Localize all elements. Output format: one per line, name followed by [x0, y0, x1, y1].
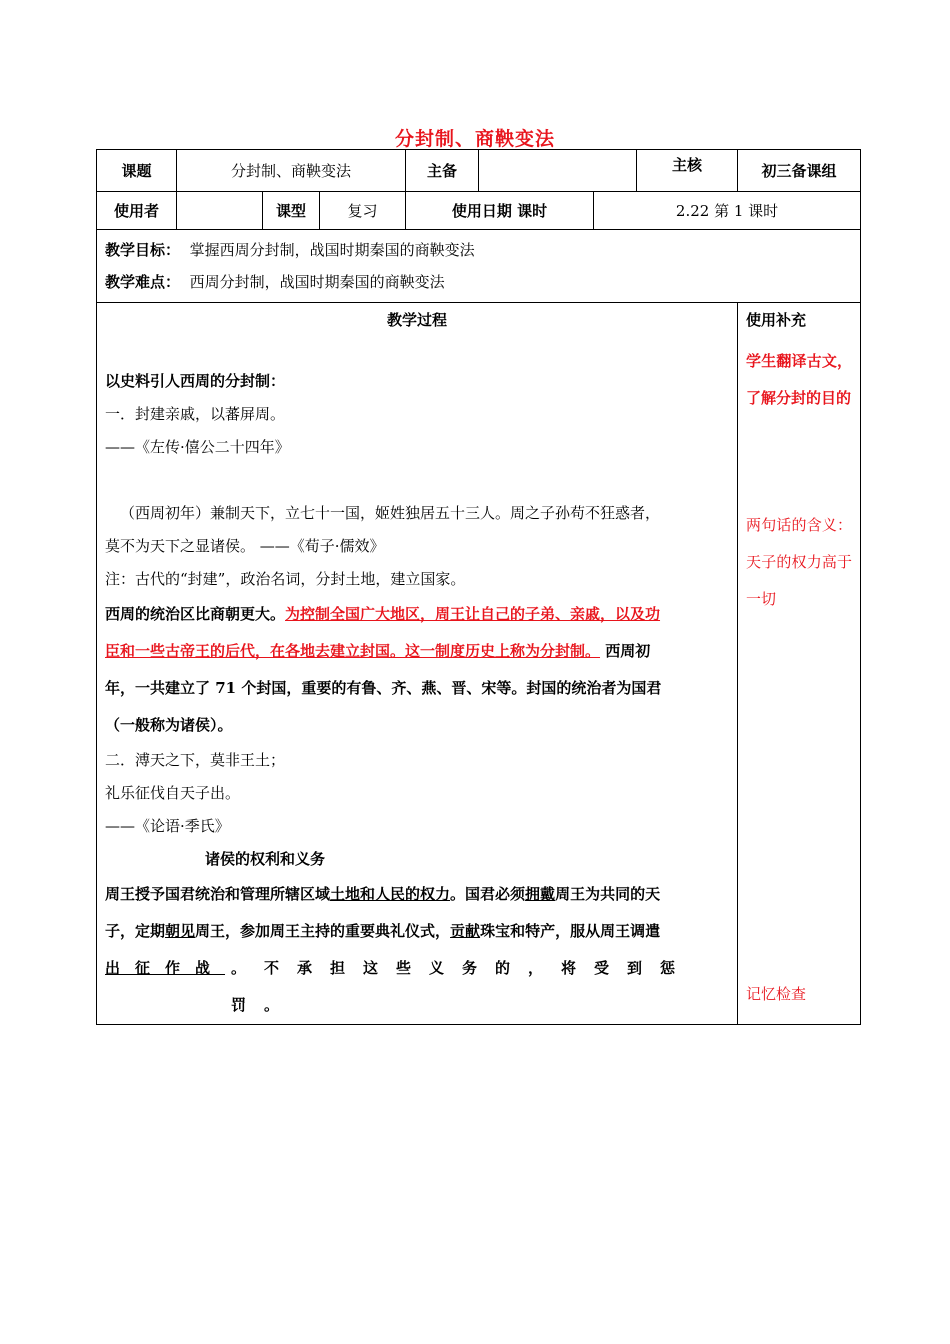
difficulty-text: 西周分封制，战国时期秦国的商鞅变法: [189, 273, 445, 291]
paragraph-2-i: 贡献: [450, 922, 481, 940]
lesson-plan-table: [96, 149, 861, 1025]
teaching-process: [97, 303, 738, 1025]
usage-note-1: 学生翻译古文，了解分封的目的: [746, 352, 853, 407]
paragraph-2-a: 周王授予国君统治和管理所辖区域: [105, 885, 331, 903]
paragraph-1-a: 西周的统治区比商朝更大。: [105, 605, 286, 623]
objective-text: 掌握西周分封制，战国时期秦国的商鞅变法: [189, 241, 475, 259]
paragraph-1-e: 年，一共建立了 71 个封国，重要的有鲁、齐、燕、晋、宋等。封国的统治者为国君: [105, 679, 662, 697]
paragraph-1-c: 臣和一些古帝王的后代，在各地去建立封国。这一制度历史上称为分封制。: [105, 642, 601, 660]
difficulty-label: 教学难点：: [105, 273, 181, 291]
type-value: 复习: [320, 192, 406, 230]
paragraph-2-c: 。国君必须: [450, 885, 526, 903]
prep-label: 主备: [406, 150, 479, 192]
usage-heading: 使用补充: [746, 311, 807, 329]
quote-1-source: ——《左传·僖公二十四年》: [105, 438, 290, 456]
paragraph-2-b: 土地和人民的权力: [330, 885, 451, 903]
objective-label: 教学目标：: [105, 241, 181, 259]
paragraph-2-k: 出征作战: [105, 959, 226, 977]
paragraph-2-h: 周王，参加周王主持的重要典礼仪式，: [195, 922, 451, 940]
paragraph-2-j: 珠宝和特产，服从周王调遣: [480, 922, 661, 940]
user-value: [177, 192, 263, 230]
process-intro: 以史料引人西周的分封制：: [105, 372, 286, 390]
prep-value: [479, 150, 637, 192]
usage-note-2: 两句话的含义：天子的权力高于一切: [746, 516, 853, 608]
rights-subheading: 诸侯的权利和义务: [205, 850, 326, 868]
review-label: 主核: [637, 150, 738, 192]
paragraph-2-e: 周王为共同的天: [555, 885, 661, 903]
topic-value: 分封制、商鞅变法: [177, 150, 406, 192]
paragraph-2-l: 。不承担这些义务的，将受到惩罚。: [231, 959, 694, 1014]
quote-3-line-2: 礼乐征伐自天子出。: [105, 784, 241, 802]
quote-2-line-1: （西周初年）兼制天下，立七十一国，姬姓独居五十三人。周之子孙苟不狂惑者，: [120, 504, 661, 522]
date-label: 使用日期 课时: [406, 192, 594, 230]
quote-1: 一．封建亲戚，以蕃屏周。: [105, 405, 286, 423]
review-value: 初三备课组: [738, 150, 861, 192]
page-title: 分封制、商鞅变法: [394, 128, 555, 150]
paragraph-2-f: 子，定期: [105, 922, 166, 940]
quote-note: 注：古代的“封建”，政治名词，分封土地，建立国家。: [105, 570, 466, 588]
date-value: 2.22 第 1 课时: [594, 192, 861, 230]
paragraph-2-g: 朝见: [165, 922, 196, 940]
user-label: 使用者: [97, 192, 177, 230]
quote-2-line-2: 莫不为天下之显诸侯。 ——《荀子·儒效》: [105, 537, 385, 555]
paragraph-1-d: 西周初: [605, 642, 651, 660]
usage-notes: [738, 303, 861, 1025]
paragraph-1-b: 为控制全国广大地区，周王让自己的子弟、亲戚，以及功: [285, 605, 661, 623]
type-label: 课型: [263, 192, 320, 230]
usage-note-3: 记忆检查: [746, 985, 807, 1003]
quote-3: 二．溥天之下，莫非王土；: [105, 751, 286, 769]
paragraph-1-f: （一般称为诸侯）。: [105, 716, 233, 734]
topic-label: 课题: [97, 150, 177, 192]
quote-3-source: ——《论语·季氏》: [105, 817, 230, 835]
goals-section: [97, 230, 861, 303]
paragraph-2-d: 拥戴: [525, 885, 556, 903]
process-heading: 教学过程: [387, 311, 448, 329]
